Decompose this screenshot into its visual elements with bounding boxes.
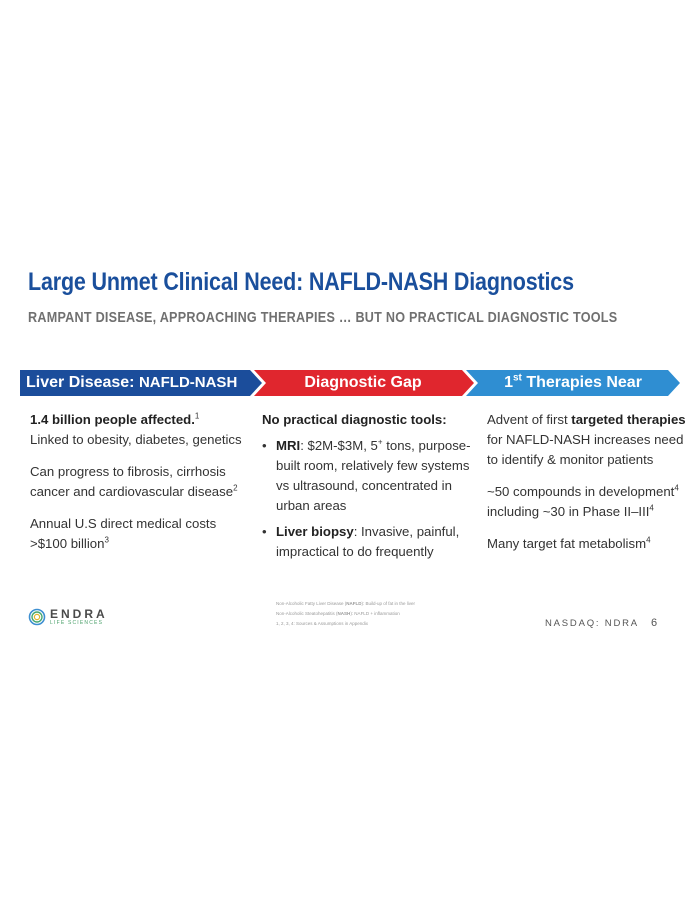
text: ~50 compounds in development bbox=[487, 484, 675, 499]
superscript: st bbox=[512, 372, 522, 384]
text: Non-Alcoholic Steatohepatitis ( bbox=[276, 611, 338, 616]
bullet-text bbox=[276, 522, 477, 562]
page-subtitle: RAMPANT DISEASE, APPROACHING THERAPIES … BUT NO PRACTICAL DIAGNOSTIC TOOLS bbox=[28, 309, 618, 326]
paragraph-compounds bbox=[487, 482, 687, 522]
text: ): Build-up of fat in the liver bbox=[361, 601, 416, 606]
paragraph-progress bbox=[30, 462, 255, 502]
ticker: NASDAQ: NDRA bbox=[545, 618, 639, 629]
chevron-label-therapies-near bbox=[478, 370, 668, 396]
text-bold: 1.4 billion people affected. bbox=[30, 412, 195, 427]
footnote-ref: 2 bbox=[233, 483, 238, 493]
logo-text bbox=[50, 608, 108, 626]
logo-subtitle: LIFE SCIENCES bbox=[50, 620, 104, 626]
text-bold: targeted therapies bbox=[571, 412, 686, 427]
text: including ~30 in Phase II–III bbox=[487, 504, 650, 519]
bullet-text bbox=[276, 436, 477, 516]
chevron-label-part: Liver Disease: bbox=[26, 374, 139, 391]
paragraph-costs bbox=[30, 514, 255, 554]
text: : Invasive, painful, impractical to do frequently bbox=[276, 524, 460, 559]
chevron-label-liver-disease bbox=[26, 370, 252, 396]
text: Annual U.S direct medical costs >$100 billion bbox=[30, 516, 217, 551]
text: Advent of first bbox=[487, 412, 572, 427]
text: for NAFLD-NASH increases need to identify & monitor patients bbox=[487, 432, 684, 467]
footnote-nafld bbox=[276, 601, 415, 606]
endra-logo bbox=[28, 608, 108, 626]
column-therapies-near bbox=[487, 410, 687, 566]
text: tons, purpose-built room, relatively few systems vs ultrasound, concentrated in urban areas bbox=[276, 438, 471, 513]
footnote-nash bbox=[276, 611, 400, 616]
footnote-ref: 1 bbox=[194, 411, 200, 421]
footnote-ref: 4 bbox=[674, 483, 679, 493]
page-title: Large Unmet Clinical Need: NAFLD-NASH Diagnostics bbox=[28, 268, 574, 296]
footnote-ref: 4 bbox=[649, 503, 654, 513]
bullet-liver-biopsy bbox=[262, 522, 477, 562]
text-bold: MRI bbox=[276, 438, 301, 453]
page-number: 6 bbox=[651, 617, 658, 629]
text: Linked to obesity, diabetes, genetics bbox=[30, 432, 242, 447]
text-bold: Liver biopsy bbox=[276, 524, 354, 539]
footnote-ref: 3 bbox=[104, 535, 109, 545]
superscript: + bbox=[377, 437, 383, 447]
footnote-ref: 4 bbox=[646, 535, 651, 545]
paragraph-affected bbox=[30, 410, 255, 450]
text: Many target fat metabolism bbox=[487, 536, 647, 551]
text: Can progress to fibrosis, cirrhosis cancer and cardiovascular disease bbox=[30, 464, 234, 499]
endra-logo-icon bbox=[28, 608, 46, 626]
column-liver-disease bbox=[30, 410, 255, 566]
column-diagnostic-gap bbox=[262, 410, 477, 568]
paragraph-fat-metabolism bbox=[487, 534, 687, 554]
bullet-dot: • bbox=[262, 524, 267, 539]
logo-name: ENDRA bbox=[50, 607, 108, 621]
bullet-dot: • bbox=[262, 438, 267, 453]
chevron-label-part: 1 bbox=[504, 374, 513, 391]
text: Non-Alcoholic Fatty Liver Disease ( bbox=[276, 601, 347, 606]
text-bold: NAFLD bbox=[346, 601, 362, 606]
chevron-label-part: Therapies Near bbox=[521, 374, 642, 391]
text: : $2M-$3M, 5 bbox=[300, 438, 378, 453]
chevron-label-part: NAFLD-NASH bbox=[138, 374, 238, 391]
text: ): NAFLD + inflammation bbox=[350, 611, 400, 616]
paragraph-advent bbox=[487, 410, 687, 470]
text-bold: NASH bbox=[337, 611, 351, 616]
column-heading: No practical diagnostic tools: bbox=[262, 412, 447, 427]
footnote-sources: 1, 2, 3, 4: Sources & Assumptions in Appendix bbox=[276, 621, 369, 626]
chevron-label-diagnostic-gap: Diagnostic Gap bbox=[304, 374, 422, 391]
bullet-mri bbox=[262, 436, 477, 516]
